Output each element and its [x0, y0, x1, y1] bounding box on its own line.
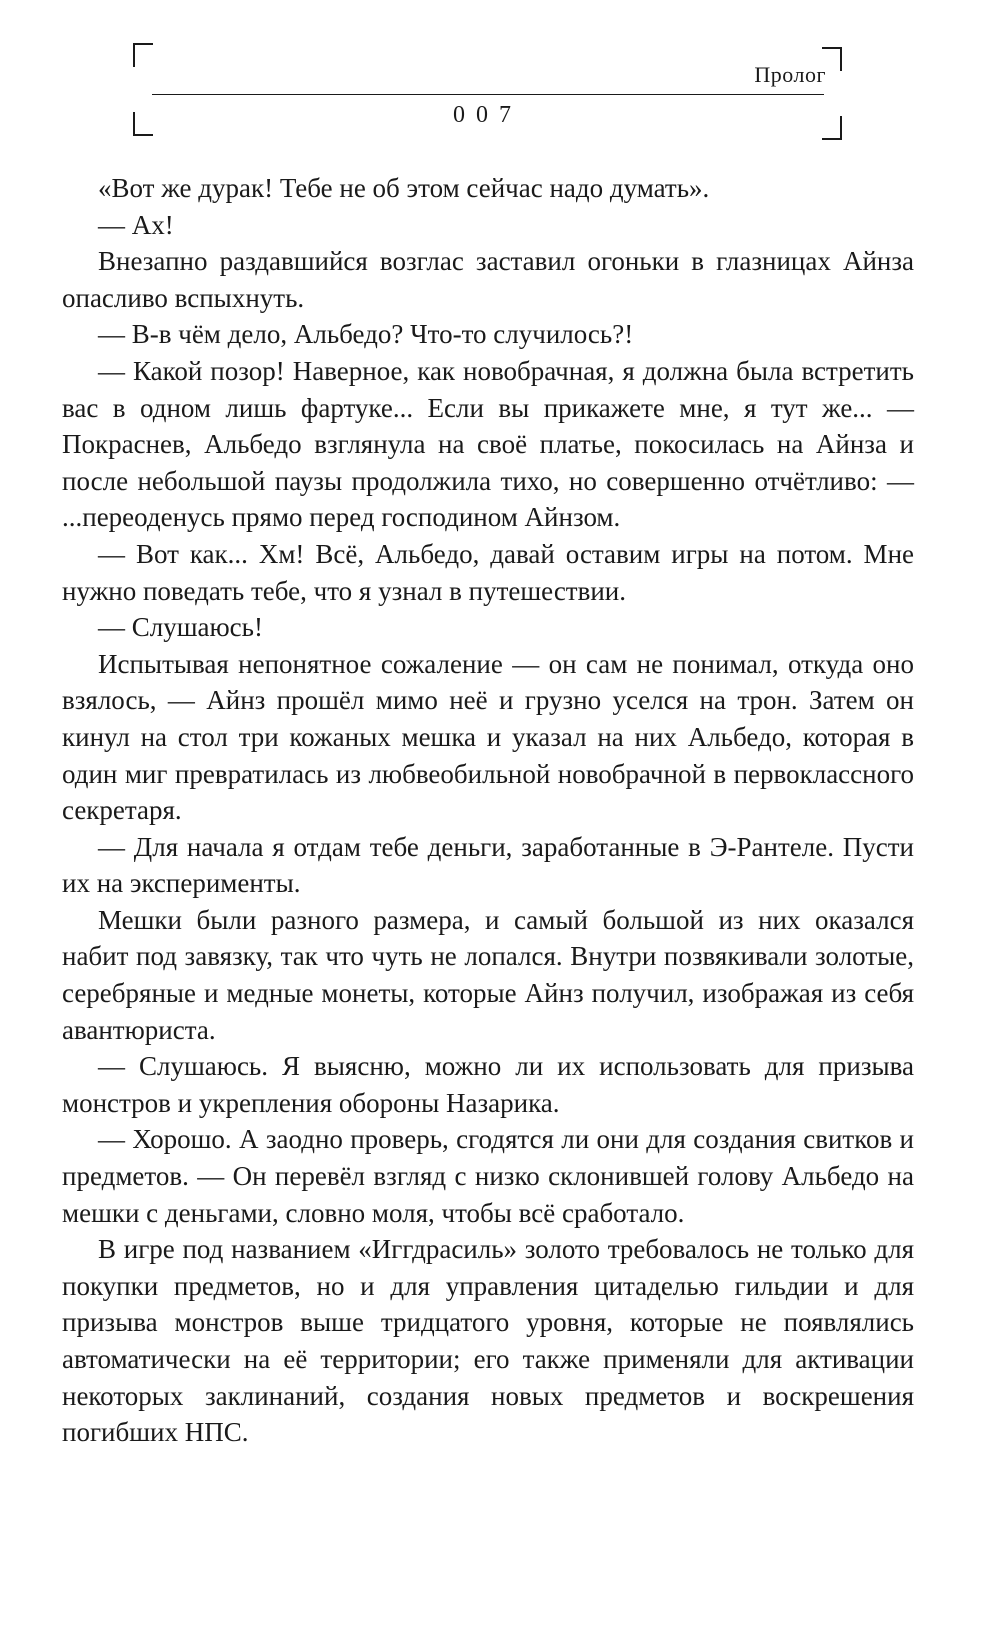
paragraph: — Вот как... Хм! Всё, Альбедо, давай оставим игры на потом. Мне нужно поведать тебе, что я узнал в путешествии.: [62, 538, 914, 606]
header-rule: [152, 94, 824, 95]
paragraph: Испытывая непонятное сожаление — он сам не понимал, откуда оно взялось, — Айнз прошёл мимо неё и грузно уселся на трон. Затем он кинул на стол три кожаных мешка и указал на них Альбедо, которая в один миг превратилась из любвеобильной новобрачной в первоклассного секретаря.: [62, 648, 914, 826]
paragraph: — Для начала я отдам тебе деньги, заработанные в Э-Рантеле. Пусти их на эксперименты.: [62, 831, 914, 899]
paragraph: — Ах!: [98, 209, 174, 240]
paragraph: — В-в чём дело, Альбедо? Что-то случилось?!: [98, 319, 634, 350]
paragraph: — Слушаюсь!: [98, 612, 263, 643]
page-number: 007: [453, 102, 522, 128]
paragraph: — Какой позор! Наверное, как новобрачная, я должна была встретить вас в одном лишь фартуке... Если вы прикажете мне, я тут же... — Покраснев, Альбедо взглянула на своё платье, покосилась на Айнза и после небольшой паузы продолжила тихо, но совершенно отчётливо: — ...переоденусь прямо перед господином Айнзом.: [62, 355, 914, 533]
paragraph: — Хорошо. А заодно проверь, сгодятся ли они для создания свитков и предметов. — Он перевёл взгляд с низко склонившей голову Альбедо на мешки с деньгами, словно моля, чтобы всё сработало.: [62, 1124, 914, 1228]
body-text: [62, 170, 914, 1451]
paragraph: В игре под названием «Иггдрасиль» золото требовалось не только для покупки предметов, но и для управления цитаделью гильдии и для призыва монстров выше тридцатого уровня, которые не появлялись автоматически на её территории; его также применяли для активации некоторых заклинаний, создания новых предметов и воскрешения погибших НПС.: [62, 1234, 914, 1448]
paragraph: Мешки были разного размера, и самый большой из них оказался набит под завязку, так что чуть не лопался. Внутри позвякивали золотые, серебряные и медные монеты, которые Айнз получил, изображая из себя авантюриста.: [62, 904, 914, 1045]
crop-mark-top-left: [133, 43, 153, 67]
paragraph: «Вот же дурак! Тебе не об этом сейчас надо думать».: [98, 173, 710, 203]
running-title: Пролог: [754, 62, 826, 87]
paragraph: Внезапно раздавшийся возглас заставил огоньки в глазницах Айнза опасливо вспыхнуть.: [62, 246, 914, 313]
paragraph: — Слушаюсь. Я выясню, можно ли их использовать для призыва монстров и укрепления обороны Назарика.: [62, 1051, 914, 1118]
